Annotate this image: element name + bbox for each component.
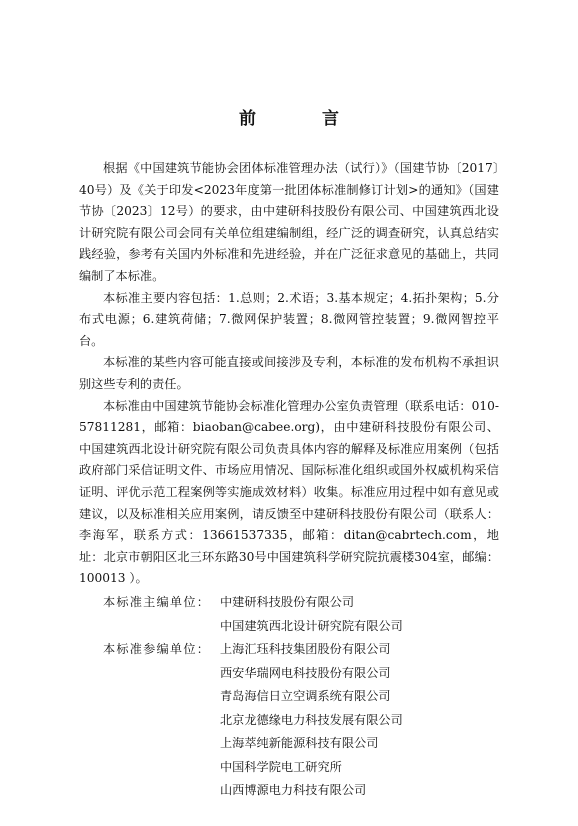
participant-unit: 山西博源电力科技有限公司	[220, 783, 367, 797]
participant-unit: 西安华瑞网电科技股份有限公司	[220, 665, 391, 680]
participant-unit-row	[103, 709, 503, 733]
participant-unit: 上海汇珏科技集团股份有限公司	[220, 642, 391, 656]
participant-unit: 中国科学院电工研究所	[220, 759, 342, 774]
chief-unit-row	[103, 615, 503, 639]
paragraph-patent: 本标准的某些内容可能直接或间接涉及专利，本标准的发布机构不承担识别这些专利的责任。	[79, 355, 499, 391]
chief-units-label: 本标准主编单位：	[103, 595, 211, 609]
chief-unit: 中国建筑西北设计研究院有限公司	[220, 618, 403, 633]
participant-unit: 北京龙德缘电力科技发展有限公司	[220, 712, 403, 727]
paragraph-basis: 根据《中国建筑节能协会团体标准管理办法（试行）》（国建节协〔2017〕40号）及《关于印发<2023年度第一批团体标准制修订计划>的通知》（国建节协〔2023〕12号）的要求，由中建研科技股份有限公司、中国建筑西北设计研究院有限公司会同有关单位组建编制组，经广泛的调查研究，认真总结实践经验，参考有关国内外标准和先进经验，并在广泛征求意见的基础上，共同编制了本标准。	[79, 161, 499, 283]
chief-unit: 中建研科技股份有限公司	[220, 595, 355, 609]
participant-units-label: 本标准参编单位：	[103, 642, 211, 656]
page-title: 前 言	[239, 109, 369, 129]
participant-unit-row	[103, 638, 503, 662]
editing-units	[103, 591, 503, 803]
participant-unit-row	[103, 685, 503, 709]
foreword-body	[79, 158, 499, 590]
participant-unit-row	[103, 779, 503, 803]
participant-unit-row	[103, 662, 503, 686]
chief-unit-row	[103, 591, 503, 615]
participant-unit-row	[103, 732, 503, 756]
participant-unit: 上海萃纯新能源科技有限公司	[220, 736, 379, 750]
paragraph-management: 本标准由中国建筑节能协会标准化管理办公室负责管理（联系电话：010-57811281，邮箱：biaoban@cabee.org)，由中建研科技股份有限公司、中国建筑西北设计研究院有限公司负责具体内容的解释及标准应用案例（包括政府部门采信证明文件、市场应用情况、国际标准化组织或国外权威机构采信证明、评优示范工程案例等实施成效材料）收集。标准应用过程中如有意见或建议，以及标准相关应用案例，请反馈至中建研科技股份有限公司（联系人：李海军，联系方式：13661537335，邮箱：ditan@cabrtech.com，地址：北京市朝阳区北三环东路30号中国建筑科学研究院抗震楼304室，邮编：100013 ）。	[79, 398, 499, 586]
participant-unit: 青岛海信日立空调系统有限公司	[220, 689, 391, 703]
paragraph-contents: 本标准主要内容包括：1.总则；2.术语；3.基本规定；4.拓扑架构；5.分布式电源；6.建筑荷储；7.微网保护装置；8.微网管控装置；9.微网智控平台。	[79, 290, 499, 348]
participant-unit-row	[103, 756, 503, 780]
